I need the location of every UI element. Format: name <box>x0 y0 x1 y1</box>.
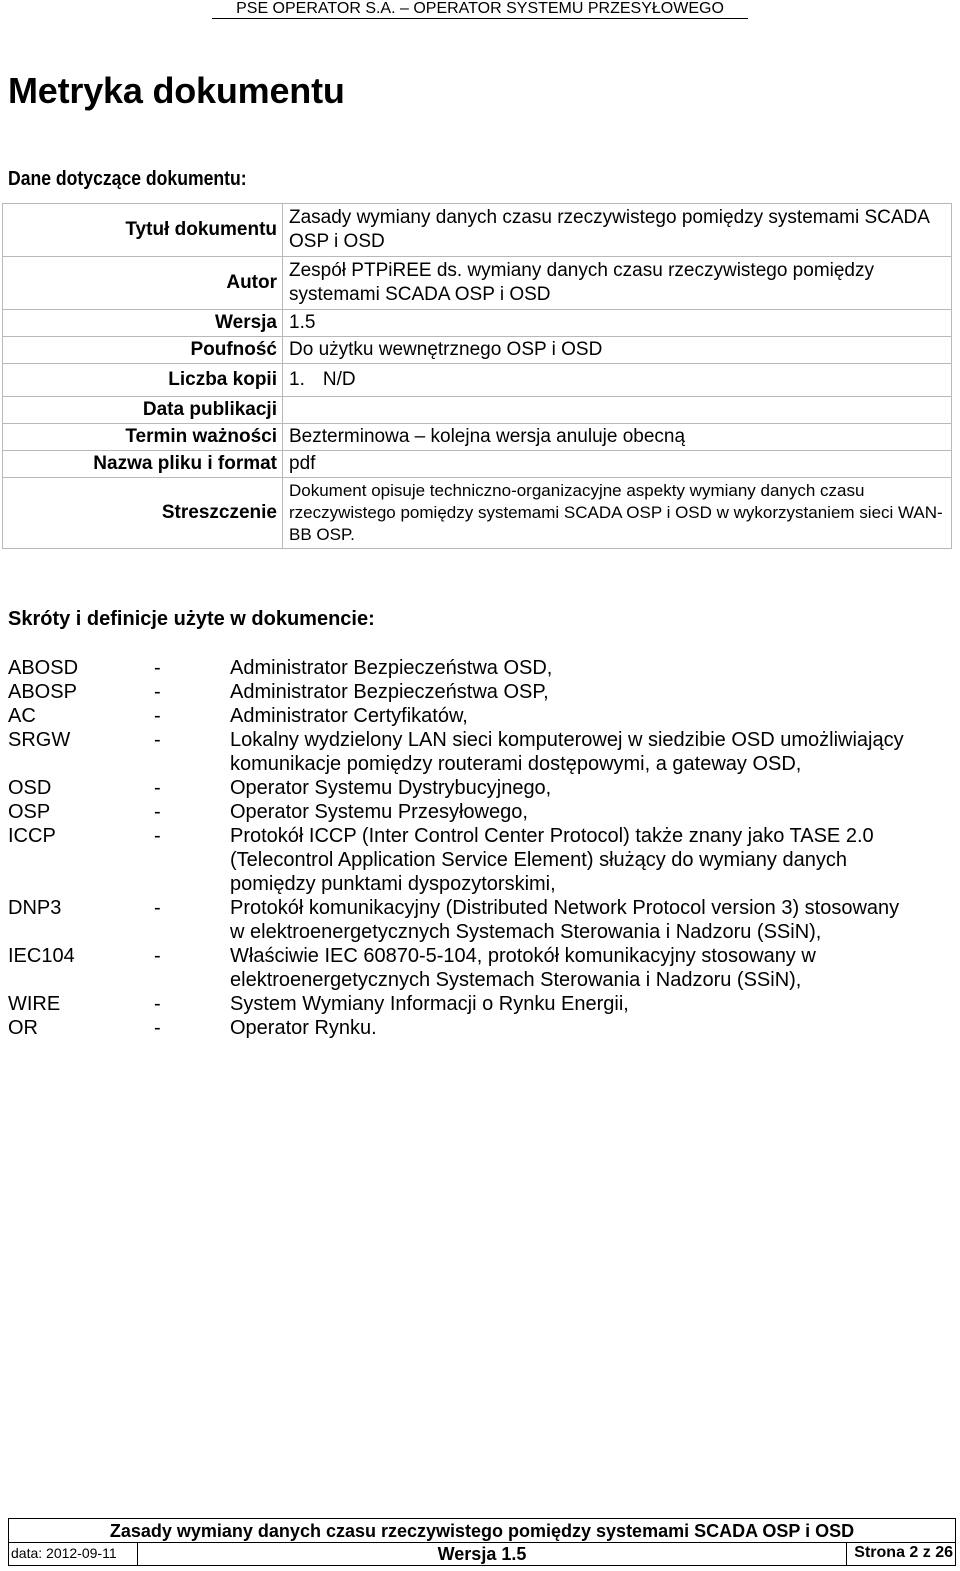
copies-number: 1. <box>289 369 305 390</box>
abbreviation-item <box>8 944 948 992</box>
copies-na: N/D <box>322 369 356 390</box>
definition-line: elektroenergetycznych Systemach Sterowania i Nadzoru (SSiN), <box>230 969 802 991</box>
abbreviation-item <box>8 992 948 1016</box>
metadata-row-author <box>3 257 952 310</box>
abbreviation-dash: - <box>154 1017 161 1039</box>
metadata-label: Wersja <box>3 310 283 337</box>
abbreviation-dash: - <box>154 705 161 727</box>
footer-version: Wersja 1.5 <box>437 1544 527 1564</box>
metadata-value-file: pdf <box>283 451 952 478</box>
abbreviation-dash: - <box>154 801 161 823</box>
metadata-row-version <box>3 310 952 337</box>
abbreviation-dash: - <box>154 825 161 847</box>
metadata-label: Data publikacji <box>3 397 283 424</box>
metadata-row-confidentiality <box>3 337 952 364</box>
abbreviation-definition <box>230 800 948 824</box>
definition-line: pomiędzy punktami dyspozytorskimi, <box>230 873 556 895</box>
abbreviation-code: ABOSP <box>8 681 77 703</box>
metadata-label: Liczba kopii <box>3 364 283 397</box>
abbreviation-item <box>8 728 948 776</box>
abbreviation-definition <box>230 776 948 800</box>
abbreviation-dash: - <box>154 657 161 679</box>
footer-divider <box>9 1542 955 1543</box>
definition-line: Operator Systemu Dystrybucyjnego, <box>230 777 552 799</box>
metadata-value-version: 1.5 <box>283 310 952 337</box>
metadata-row-summary <box>3 478 952 549</box>
definition-line: Operator Rynku. <box>230 1017 377 1039</box>
definition-line: Operator Systemu Przesyłowego, <box>230 801 528 823</box>
metadata-row-validity <box>3 424 952 451</box>
metadata-row-title <box>3 204 952 257</box>
definition-line: Protokół ICCP (Inter Control Center Protocol) także znany jako TASE 2.0 <box>230 825 874 847</box>
metadata-label: Poufność <box>3 337 283 364</box>
definition-line: (Telecontrol Application Service Element) służący do wymiany danych <box>230 849 847 871</box>
page-title: Metryka dokumentu <box>8 70 345 111</box>
metadata-label: Termin ważności <box>3 424 283 451</box>
definition-line: Administrator Bezpieczeństwa OSP, <box>230 681 549 703</box>
metadata-value-copies <box>283 364 952 397</box>
metadata-label: Tytuł dokumentu <box>3 204 283 257</box>
definition-line: Administrator Certyfikatów, <box>230 705 468 727</box>
abbreviation-item <box>8 680 948 704</box>
abbreviation-dash: - <box>154 729 161 751</box>
footer-date: data: 2012-09-11 <box>11 1545 117 1561</box>
metadata-value-confidentiality: Do użytku wewnętrznego OSP i OSD <box>283 337 952 364</box>
abbreviation-dash: - <box>154 993 161 1015</box>
abbreviation-definition <box>230 656 948 680</box>
abbreviation-definition <box>230 1016 948 1040</box>
definition-line: komunikacje pomiędzy routerami dostępowymi, a gateway OSD, <box>230 753 802 775</box>
metadata-value-publication-date <box>283 397 952 424</box>
abbreviation-item <box>8 656 948 680</box>
abbreviations-list <box>8 656 948 1040</box>
metadata-label: Autor <box>3 257 283 310</box>
metadata-row-publication-date <box>3 397 952 424</box>
definition-line: w elektroenergetycznych Systemach Sterowania i Nadzoru (SSiN), <box>230 921 822 943</box>
page-footer <box>8 1518 956 1566</box>
abbreviation-code: ABOSD <box>8 657 79 679</box>
abbreviation-definition <box>230 824 948 896</box>
abbreviation-dash: - <box>154 777 161 799</box>
metadata-label: Streszczenie <box>3 478 283 549</box>
abbreviations-heading: Skróty i definicje użyte w dokumencie: <box>8 608 375 630</box>
abbreviation-item <box>8 800 948 824</box>
metadata-value-title: Zasady wymiany danych czasu rzeczywistego pomiędzy systemami SCADA OSP i OSD <box>283 204 952 257</box>
metadata-value-author: Zespół PTPiREE ds. wymiany danych czasu rzeczywistego pomiędzy systemami SCADA OSP i OSD <box>283 257 952 310</box>
definition-line: Lokalny wydzielony LAN sieci komputerowej w siedzibie OSD umożliwiający <box>230 729 904 751</box>
abbreviation-item <box>8 896 948 944</box>
abbreviation-dash: - <box>154 945 161 967</box>
metadata-label: Nazwa pliku i format <box>3 451 283 478</box>
abbreviation-item <box>8 1016 948 1040</box>
definition-line: Właściwie IEC 60870-5-104, protokół komunikacyjny stosowany w <box>230 945 816 967</box>
abbreviation-item <box>8 824 948 896</box>
abbreviation-definition <box>230 896 948 944</box>
definition-line: System Wymiany Informacji o Rynku Energii, <box>230 993 629 1015</box>
metadata-row-file <box>3 451 952 478</box>
abbreviation-code: OSD <box>8 777 52 799</box>
abbreviation-definition <box>230 992 948 1016</box>
abbreviation-code: ICCP <box>8 825 56 847</box>
abbreviation-code: OR <box>8 1017 38 1039</box>
abbreviation-dash: - <box>154 897 161 919</box>
abbreviation-definition <box>230 944 948 992</box>
abbreviation-item <box>8 704 948 728</box>
abbreviation-definition <box>230 728 948 776</box>
abbreviation-definition <box>230 704 948 728</box>
abbreviation-code: OSP <box>8 801 51 823</box>
metadata-table <box>2 203 952 549</box>
abbreviation-dash: - <box>154 681 161 703</box>
metadata-value-summary: Dokument opisuje techniczno-organizacyjne aspekty wymiany danych czasu rzeczywistego pomiędzy systemami SCADA OSP i OSD w wykorzystaniem sieci WAN-BB OSP. <box>283 478 952 549</box>
metadata-value-validity: Bezterminowa – kolejna wersja anuluje obecną <box>283 424 952 451</box>
definition-line: Protokół komunikacyjny (Distributed Network Protocol version 3) stosowany <box>230 897 900 919</box>
abbreviation-item <box>8 776 948 800</box>
metadata-row-copies <box>3 364 952 397</box>
metadata-heading: Dane dotyczące dokumentu: <box>8 168 247 190</box>
footer-doc-title: Zasady wymiany danych czasu rzeczywistego pomiędzy systemami SCADA OSP i OSD <box>109 1521 855 1541</box>
abbreviation-definition <box>230 680 948 704</box>
running-header: PSE OPERATOR S.A. – OPERATOR SYSTEMU PRZESYŁOWEGO <box>0 0 960 20</box>
definition-line: Administrator Bezpieczeństwa OSD, <box>230 657 553 679</box>
abbreviation-code: WIRE <box>8 993 61 1015</box>
abbreviation-code: SRGW <box>8 729 71 751</box>
footer-page-number: Strona 2 z 26 <box>854 1544 953 1561</box>
abbreviation-code: IEC104 <box>8 945 75 967</box>
abbreviation-code: AC <box>8 705 36 727</box>
abbreviation-code: DNP3 <box>8 897 62 919</box>
